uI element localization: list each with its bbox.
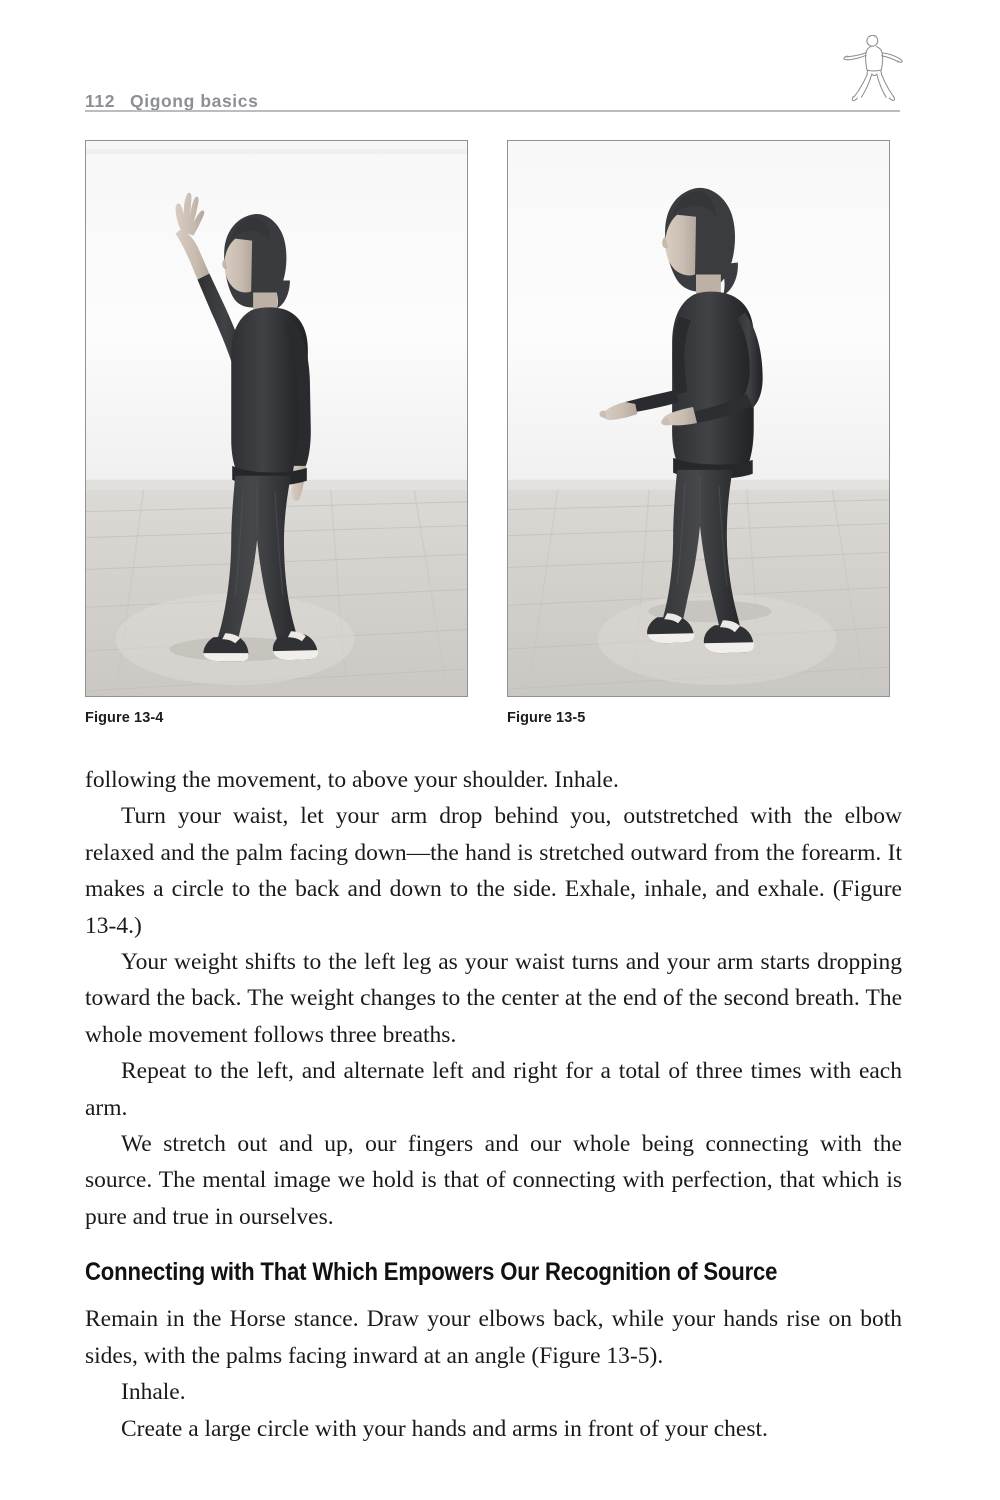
page-number: 112: [85, 90, 116, 111]
body-paragraph: Remain in the Horse stance. Draw your elbows back, while your hands rise on both sides, with the palms facing inward at an angle (Figure 13-5).: [85, 1306, 902, 1369]
body-paragraph: Create a large circle with your hands and arms in front of your chest.: [121, 1415, 768, 1442]
figure-row: [85, 140, 900, 698]
figure-caption-13-5: Figure 13-5: [507, 710, 586, 726]
body-text: [85, 762, 902, 1447]
body-paragraph: Your weight shifts to the left leg as your waist turns and your arm starts dropping toward the back. The weight changes to the center at the end of the second breath. The whole movement follows three breaths.: [85, 949, 902, 1048]
header-divider: [85, 110, 900, 112]
running-head-title: Qigong basics: [130, 90, 259, 111]
body-paragraph: Inhale.: [121, 1379, 186, 1406]
photo-figure-13-4: [85, 140, 468, 697]
figure-caption-13-4: Figure 13-4: [85, 710, 164, 726]
standing-figure-line-art-icon: [838, 26, 912, 106]
body-paragraph: Repeat to the left, and alternate left and right for a total of three times with each arm.: [85, 1058, 902, 1121]
body-paragraph: Turn your waist, let your arm drop behind you, outstretched with the elbow relaxed and the palm facing down—the hand is stretched outward from the forearm. It makes a circle to the back and down to the side. Exhale, inhale, and exhale. (Figure 13-4.): [85, 803, 902, 939]
body-paragraph: We stretch out and up, our fingers and our whole being connecting with the source. The mental image we hold is that of connecting with perfection, that which is pure and true in ourselves.: [85, 1131, 902, 1230]
photo-figure-13-5: [507, 140, 890, 697]
heading-spacer: [85, 1289, 902, 1301]
section-heading: Connecting with That Which Empowers Our Recognition of Source: [85, 1258, 778, 1287]
body-paragraph: following the movement, to above your shoulder. Inhale.: [85, 767, 619, 793]
running-head: [85, 80, 900, 110]
